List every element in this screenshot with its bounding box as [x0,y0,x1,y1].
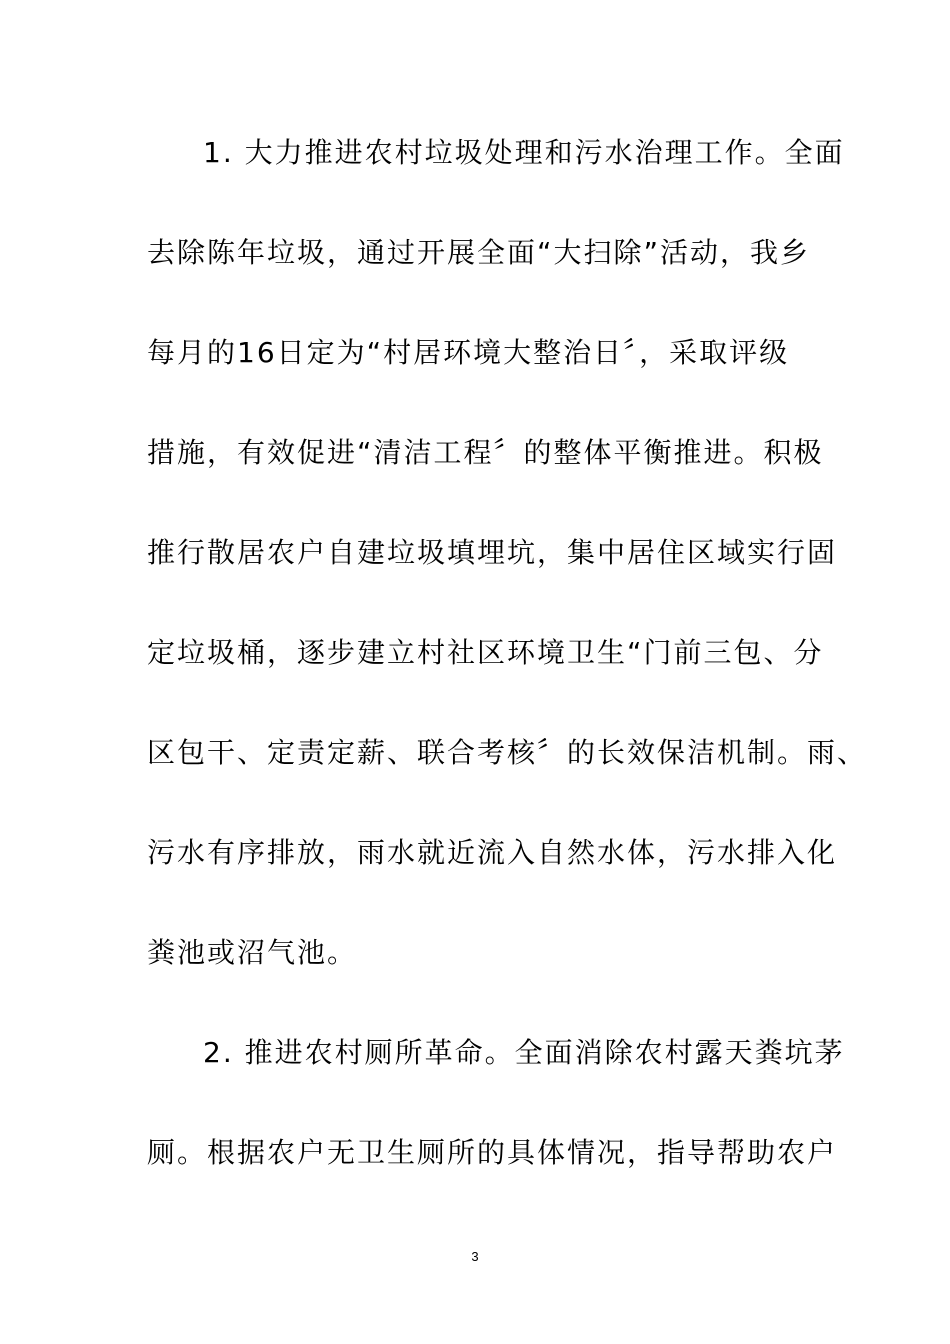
page-number: 3 [471,1249,479,1264]
paragraph-1-line-5: 推行散居农户自建垃圾填埋坑，集中居住区域实行固 [147,536,838,569]
paragraph-1-line-4: 措施，有效促进“清洁工程〞的整体平衡推进。积极 [147,436,824,469]
paragraph-1-line-2: 去除陈年垃圾，通过开展全面“大扫除”活动，我乡 [147,236,811,269]
paragraph-1-line-9: 粪池或沼气池。 [147,936,358,969]
paragraph-1-line-8: 污水有序排放，雨水就近流入自然水体，污水排入化 [147,836,838,869]
paragraph-1-line-3: 每月的16日定为“村居环境大整治日〞，采取评级 [147,336,790,369]
paragraph-1-line-1: 1. 大力推进农村垃圾处理和污水治理工作。全面 [203,136,845,169]
paragraph-1-line-7: 区包干、定责定薪、联合考核〞的长效保洁机制。雨、 [147,736,868,769]
paragraph-2-line-2: 厕。根据农户无卫生厕所的具体情况，指导帮助农户 [147,1136,838,1169]
paragraph-2-line-1: 2. 推进农村厕所革命。全面消除农村露天粪坑茅 [203,1036,845,1069]
paragraph-1-line-6: 定垃圾桶，逐步建立村社区环境卫生“门前三包、分 [147,636,824,669]
